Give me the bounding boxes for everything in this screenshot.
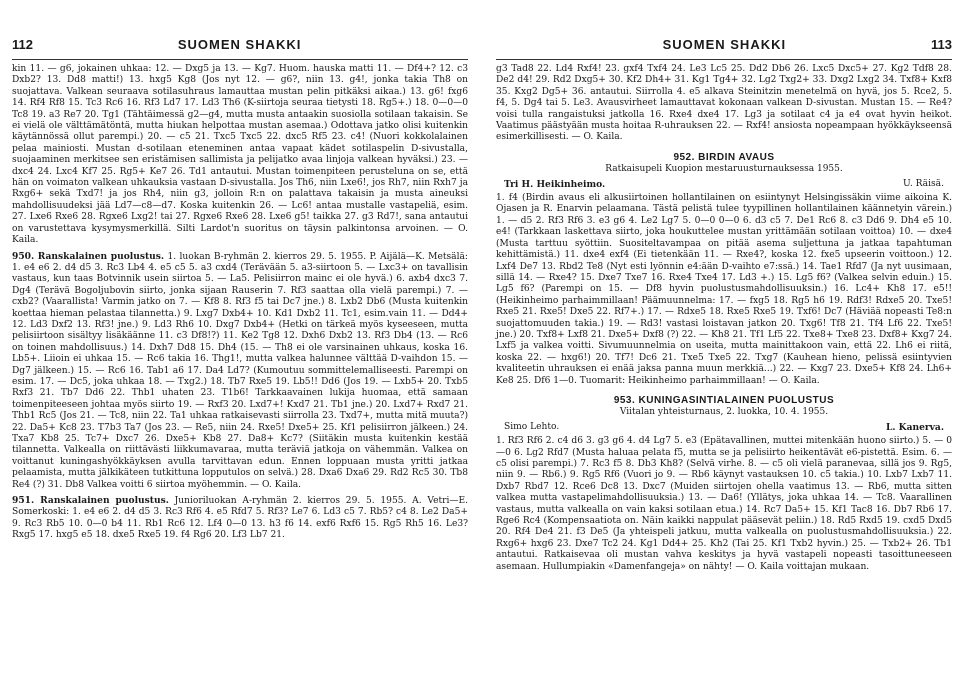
right-head-rule [496,59,952,60]
left-running-head [12,34,468,56]
left-column [12,64,468,542]
game-952-players [496,179,952,190]
game-950-text: 1. luokan B-ryhmän 2. kierros 29. 5. 1955. P. Aijälä—K. Metsälä: 1. e4 e6 2. d4 d5 3. Rc3 Lb4 4. e5 c5 5. a3 cxd4 (Terävään 5. a3-siirtoon 5. — Lxc3+ on tavallisin vastaus, kun taas Botvinnik usein siirtoa 5. — La5. Pelisiirron mainc ei ole hyvä.) 6. axb4 dxc3 7. Dg4 (Terävä Bogoljubovin siirto, jonka sijaan Rauserin 7. Rf3 saattaa olla vielä parempi.) 7. — cxb2? (Vaarallista! Varmin jatko on 7. — Kf8 8. Rf3 f5 tai Dc7 jne.) 8. Lxb2 Db6 (Musta kuitenkin koettaa hieman pelastaa tilannetta.) 9. Lxg7 Dxb4+ 10. Kd1 Dxb2 11. Tc1, esim.vain 11. — Dd4+ 12. Ld3 Dxf2 13. Rf3! jne.) 9. Ld3 Rh6 10. Dxg7 Dxb4+ (Hetki on tärkeä myös kyseeseen, mutta pelisiirtoon sisältyy lisäkäänne 11. c3 Df8!?) 11. Ke2 Tg8 12. Dxh6 Dxb2 13. Rf3 Db4 (13. — Rc6 on toinen mahdollisuus.) 14. Dxh7 Dd8 15. Dh4 (15. — Th8 ei ole varsinainen uhkaus, koska 16. Lb5+. Liioin ei uhkaa 15. — Rc6 takia 16. Thg1!, mutta valkea halunnee välttää D-vaihdon 15. — Dg7 jälkeen.) 15. — Rc6 16. Tab1 a6 17. Da4 Ld7? (Kumoutuu sommittelemalliseesti. Parempi on esim. 17. — Dc5, joka uhkaa 18. — Txg2.) 18. Tb7 Rxe5 19. Lb5!! Dd6 (Jos 19. — Lxb5+ 20. Txb5 Rxf3 21. Tb7 Dd6 22. Thb1 uhaten 23. T1b6! Tarkkaavainen lukija huomaa, että samaan toimenpiteeseen johtaa myös siirto 19. — Rxf3 20. Lxd7+! Kxd7 21. Tb1 jne.) 20. Lxd7+ Rxd7 21. Thb1 Rc5 (Jos 21. — Tc8, niin 22. Ta1 uhkaa ratkaisevasti siirrolla 23. Txd7+, mutta mitä muuta?) 22. Da5+ Kc8 23. T7b3 Ta7 (Jos 23. — Re5, niin 24. Rxe5! Dxe5+ 25. Kf1 pelisiirron jälkeen.) 24. Txa7 Kb8 25. Tc7+ Dxc7 26. Dxe5+ Kb8 27. Da8+ Kc7? (Siitäkin musta kuitenkin kestää tilannetta. Valkealla on riittävästi liikkumavaraa, mutta teräviä jatkoja on vähemmän. Valkea on voittanut kuningashyökkäyksen avulla tarvittavan edun. Ennen loppuaan musta yritti jatkaa pelaamista, mutta jälkikäteen tutkittuna lopputulos on selvä.) 28. Dxa6 Dxa6 29. Rd2 Rc5 30. Tb8 Re4 (?) 31. Db8 Valkea voitti 6 siirtoa myöhemmin. — O. Kaila. [12,251,468,490]
left-running-title: SUOMEN SHAKKI [177,37,302,52]
right-page-number: 113 [931,37,952,52]
left-page-number: 112 [12,37,33,52]
game-953-black: L. Kanerva. [885,421,944,433]
game-951-text: Junioriluokan A-ryhmän 2. kierros 29. 5. 1955. A. Vetri—E. Somerkoski: 1. e4 e6 2. d4 d5 3. Rc3 Rf6 4. e5 Rfd7 5. Rf3? Le7 6. Ld3 c5 7. Rb5? c4 8. Le2 Da5+ 9. Rc3 Rb5 10. 0—0 b4 11. Rb1 Rc6 12. Lf4 0—0 13. h3 f6 14. exf6 Rxf6 15. Rg5 Rh5 16. Le3? Rxg5 17. hxg5 e5 18. dxe5 Rxe5 19. f4 Rg6 20. Lf3 Lb7 21. [12,496,468,541]
game-953-players [496,422,952,433]
game-952-white: Tri H. Heikinheimo. [504,178,606,190]
game-953-white: Simo Lehto. [504,421,560,432]
game-953-text: 1. Rf3 Rf6 2. c4 d6 3. g3 g6 4. d4 Lg7 5. e3 (Epätavallinen, muttei mitenkään huono siirto.) 5. — 0—0 6. Lg2 Rfd7 (Musta haluaa pelata f5, mutta se ja pelisiirto heikentävät e6-pistettä. Esim. 6. — c5 olisi parempi.) 7. Rc3 f5 8. Db3 Kh8? (Selvä virhe. 8. — c5 oli vielä paranevaa, sillä jos 9. Rg5, niin 9. — Rb6.) 9. Rg5 Rf6 (Vuori jo 9. — Rb6 käynyt vastauksen 10. c5 takia.) 10. Lxb7 Lxb7 11. Dxb7 Rbd7 12. Rce6 Dc8 13. Dxc7 (Muiden siirtojen ohella vaatimus 13. — Rb6, mutta sitten valkea mutta vastapelimahdollisuuksia.) 13. — Da6! (Yllätys, joka uhkaa 14. — Tc8. Vaarallinen vastaus, mutta valkealla on vain kaksi sotilaan etua.) 14. Rc7 Da5+ 15. Kf1 Tac8 16. Db7 Rb6 17. Rge6 Rc4 (Kompensaatiota on. Näin kaikki nappulat pääsevät peliin.) 18. Rd5 Rxd5 19. cxd5 Dxd5 20. Rf4 De4 21. f3 De5 (Ja yhteispeli jatkuu, mutta valkealla on puolustusmahdollisuuksia.) 22. Rxg6+ hxg6 23. Dxe7 Tc2 24. Kg1 Dd4+ 25. Kh2 (Tai 25. Kf1 Txb2 hyvin.) 25. — Txb2+ 26. Tb1 antautui. Ratkaisevaa oli mustan vahva keskitys ja hyvä vastapeli nopeasti tasoittuneeseen asemaan. Hullumpiakin «Damenfangeja» on nähty! — O. Kaila voittajan mukaan. [496,436,952,572]
left-page [8,0,472,695]
game-953-heading: 953. KUNINGASINTIALAINEN PUOLUSTUS [613,394,835,406]
left-continued-text: kin 11. — g6, jokainen uhkaa: 12. — Dxg5 ja 13. — Kg7. Huom. hauska matti 11. — Df4+? 12. c3 Dxb2? 13. Dd8 matti!) 13. hxg5 Kg8 (Jos nyt 12. — g6?, niin 13. g4!, jonka takia Th8 on suojattava. Valkean seuraava sotilasuhraus lamauttaa mustan pelin pitkäksi aikaa.) 13. g6! fxg6 14. Rf4 Rf8 15. Tc3 Rc6 16. Rf3 Ld7 17. Ld3 Th6 (K-siirtoja seuraa tietysti 18. Rg5+.) 18. 0—0—0 Tc8 19. a3 Re7 20. Tg1 (Tähtäimessä g2—g4, mutta musta antaakin suosiolla sotilaan takaisin. Se ei vielä ole välttämätöntä, mutta hiukan helpottaa mustan asemaa.) Odottava jatko olisi kuitenkin käytännössä ollut parempi.) 20. — c5 21. Txc5 Txc5 22. dxc5 Rf5 23. c4! (Nuori kokkolalainen pelaa mainiosti. Mustan d-sotilaan eteneminen antaa vapaat kädet sotilaspelin D-sivustalla, suojaaminen merkitsee sen eristämisen sallimista ja pelijatko avaa linjoja valkean hyväksi.) 23. — dxc4 24. Lxc4 Kf7 25. Rg5+ Ke7 26. Td1 antautui. Mustan toimenpiteen perusteluna on se, että hän on voimaton valkean uhkauksia vastaan D-sivustalla. Jos Th6, niin Lxe6!, jos Rh7, niin Rxh7 ja Rxg6+ sekä Txd7! ja jos Rh4, niin g3, jolloin R:n on palattava takaisin ja musta aineuksi mahdollisuudeksi jää Ld7—c8—d7. Koska kuitenkin 26. — Lc6! antaa mustalle vastapeliä, esim. 27. Lxe6 Rxe6 28. Rgxe6 Lxg2! tai 27. Rgxe6 Rxe6 28. Lxe6 g5! taikka 27. g3 Rd7!, sana antautui on varustettava kysymysmerkillä. Silti Lardot'n suoritus on täysin palkintonsa arvoinen. — O. Kaila. [12,64,468,246]
right-continued-text: g3 Tad8 22. Ld4 Rxf4! 23. gxf4 Txf4 24. Le3 Lc5 25. Dd2 Db6 26. Lxc5 Dxc5+ 27. Kg2 Tdf8 28. De2 d4! 29. Rd2 Dxg5+ 30. Kf2 Dh4+ 31. Kg1 Tg4+ 32. Lg2 Txg2+ 33. Dxg2 Lxg2 34. Txf8+ Kxf8 35. Kxg2 Dg5+ 36. antautui. Siirrolla 4. e5 alkava Steinitzin menetelmä on hyvä, jos 5. Rce2, 5. f4, 5. Dg4 tai 5. Le3. Avausvirheet lamauttavat kokonaan valkean D-sivustan. Mustan 15. — Re4? voisi tulla rangaistuksi jatkolla 16. Rxe4 dxe4 17. Lg3 ja sotilaat c4 ja e4 ovat hyvin heikot. Vaatimus päästyään musta hoitaa R-uhrauksen 22. — Rxf4! ansiosta nopeampaan hyökkäykseensä esimerkillisesti. — O. Kaila. [496,64,952,143]
game-951-heading: 951. Ranskalainen puolustus. [12,495,169,507]
right-running-head [496,34,952,56]
game-951 [12,495,468,542]
right-column [496,64,952,573]
left-head-rule [12,59,468,60]
right-page [492,0,956,695]
game-950-heading: 950. Ranskalainen puolustus. [12,250,165,262]
game-952-heading: 952. BIRDIN AVAUS [673,151,775,163]
right-running-title: SUOMEN SHAKKI [662,37,787,52]
game-952-subtitle: Ratkaisupeli Kuopion mestaruusturnauksessa 1955. [605,164,843,175]
game-952-black: U. Räisä. [903,178,944,189]
game-950 [12,251,468,492]
game-953-subtitle: Viitalan yhteisturnaus, 2. luokka, 10. 4. 1955. [619,407,829,418]
game-952-text: 1. f4 (Birdin avaus eli alkusiirtoinen hollantilainen on esiintynyt Helsingissäkin viime aikoina K. Ojasen ja R. Enarvin pelaamana. Tästä pelistä tulee tyypillinen hollantilainen käännetyin värein.) 1. — d5 2. Rf3 Rf6 3. e3 g6 4. Le2 Lg7 5. 0—0 0—0 6. d3 c5 7. De1 Rc6 8. c3 Dd6 9. Dh4 e5 10. e4! (Tarkkaan laskettava siirto, joka houkuttelee mustan yrittämään sotilaan voittoa) 10. — dxe4 (Musta tarttuu syöttiin. Suositeltavampaa on pitää asema suljettuna ja jatkaa tapahtuman kehittämistä.) 11. dxe4 exf4 (Ei tietenkään 11. — Rxe4?, koska 12. fxe5 upseerin voittoon.) 12. Lxf4 De7 13. Rbd2 Te8 (Nyt esti lyönnin e4:ään D-vaihto e7:ssä.) 14. Tae1 Rfd7 (Ja nyt uusimaan, sillä 14. — Rxe4? 15. Dxe7 Txe7 16. Rxe4 Txe4 17. Ld3 +.) 15. Lg5 f6? (Valkea selvin eduin.) 15. Lg5 f6? (Parempi on 15. — Df8 hyvin puolustusmahdollisuuksin.) 16. Lc4+ Kh8 17. e5!! (Heikinheimo parhaimmillaan! Päämuunnelma: 17. — fxg5 18. Rg5 h6 19. Rdf3! Rdxe5 20. Txe5! Rxe5 21. Rxe5! Dxe5 22. Rf7+.) 17. — Rdxe5 18. Rxe5 Rxe5 19. Txf6! Dc7 (Häviää nopeasti Te8:n suojattomuuden takia.) 19. — Rd3! vastasi loistavan jatkon 20. Txg6! Tf8 21. Tf4 Lf6 22. Txe5! jne.) 20. Txf8+ Lxf8 21. Dxe5+ Dxf8 (?) 22. — Kh8 21. Tf1 Lf5 22. Txe8+ Txe8 23. Dxf8+ Kxg7 24. Lxf5 ja valkea voitti. Sivumuunnelmia on useita, mutta mainittakoon vain, että 22. Lh6 ei riitä, koska 22. — hxg6!) 20. Tf7! Dc6 21. Txe5 Txe5 22. Txg7 (Kauhean hieno, pelissä esiintyvien kvaliteetin uhrauksen ei enää jaksa panna muun merkkiä...) 22. — Kxg7 23. Dxe5+ Kf8 24. Lh6+ Ke8 25. Df6 1—0. Tuomarit: Heikinheimo parhaimmillaan! — O. Kaila. [496,193,952,386]
